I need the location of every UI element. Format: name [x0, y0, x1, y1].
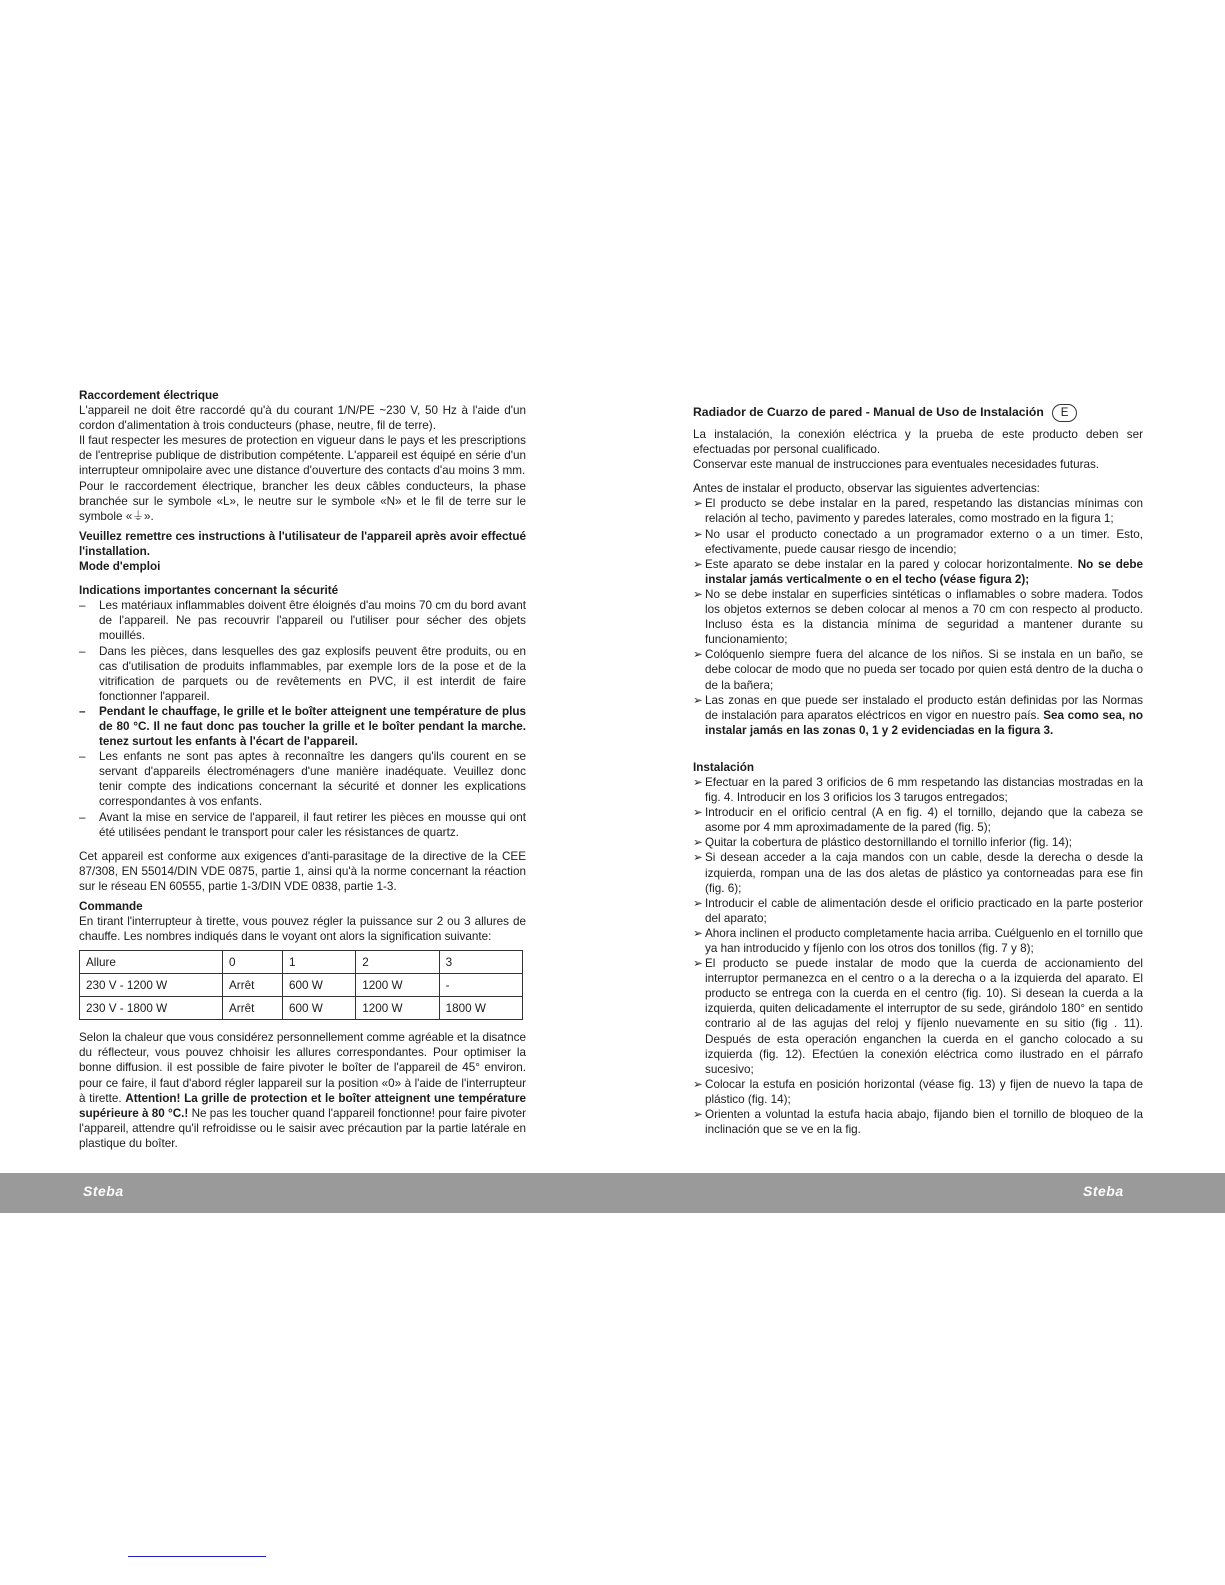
list-item-bold: Sea como sea, no instalar jamás en las zonas 0, 1 y 2 evidenciadas en la figura 3.	[705, 708, 1143, 737]
arrow-bullet-icon: ➢	[693, 851, 703, 865]
arrow-bullet-icon: ➢	[693, 1077, 703, 1091]
arrow-bullet-icon: ➢	[693, 648, 703, 662]
table-header-cell: 3	[439, 951, 522, 974]
table-cell: 1800 W	[439, 997, 522, 1020]
left-page	[79, 388, 526, 1151]
arrow-bullet-icon: ➢	[693, 693, 703, 707]
table-cell: 230 V - 1800 W	[80, 997, 223, 1020]
paragraph: La instalación, la conexión eléctrica y la prueba de este producto deben ser efectuadas por personal cualificado.	[693, 428, 1143, 457]
table-cell: -	[439, 974, 522, 997]
manual-title: Radiador de Cuarzo de pared - Manual de Uso de Instalación	[693, 405, 1044, 420]
list-item-text: Ahora inclinen el producto completamente hacia arriba. Cuélguenlo en el tornillo que ya han introducido y fíjenlo con los otros dos tonillos (fig. 7 y 8);	[705, 926, 1143, 955]
list-item	[693, 587, 1143, 647]
list-item	[693, 850, 1143, 895]
paragraph-conformity: Cet appareil est conforme aux exigences d'anti-parasitage de la directive de la CEE 87/308, EN 55014/DIN VDE 0875, partie 1, ainsi qu'à la norme concernant la réaction sur le réseau EN 60555, partie 1-3/DIN VDE 0838, partie 1-3.	[79, 849, 526, 893]
table-header-cell: 0	[223, 951, 283, 974]
table-cell: Arrêt	[223, 997, 283, 1020]
list-item	[693, 805, 1143, 835]
list-item-text: Orienten a voluntad la estufa hacia abajo, fijando bien el tornillo de bloqueo de la inclinación que se ve en la fig.	[705, 1108, 1143, 1137]
list-item	[693, 926, 1143, 956]
list-item	[693, 835, 1143, 850]
list-item-text: Quitar la cobertura de plástico destornillando el tornillo inferior (fig. 14);	[705, 836, 1073, 850]
table-header-cell: 2	[356, 951, 439, 974]
section-title-raccordement: Raccordement électrique	[79, 389, 219, 402]
section-title-safety: Indications importantes concernant la sécurité	[79, 584, 339, 598]
arrow-bullet-icon: ➢	[693, 1108, 703, 1122]
paragraph: Antes de instalar el producto, observar las siguientes advertencias:	[693, 482, 1040, 496]
language-badge: E	[1052, 404, 1078, 422]
arrow-bullet-icon: ➢	[693, 497, 703, 511]
list-item-text: Efectuar en la pared 3 orificios de 6 mm respetando las distancias mostradas en la fig. 4. Introducir en los 3 orificios los 3 tarugos entregados;	[705, 775, 1143, 805]
list-item	[693, 896, 1143, 926]
list-item-bold: No se debe instalar jamás verticalmente o en el techo (véase figura 2);	[705, 557, 1143, 586]
install-steps-list	[693, 775, 1143, 1137]
arrow-bullet-icon: ➢	[693, 896, 703, 910]
list-item-text: Introducir el cable de alimentación desde el orificio practicado en la parte posterior del aparato;	[705, 896, 1143, 925]
list-item-text: No se debe instalar en superficies sintéticas o inflamables o sobre madera. Todos los objetos externos se deben colocar al menos a 70 cm con respecto al producto. Incluso ésta es la distancia mínima de seguridad a mantener durante su funcionamiento;	[705, 587, 1143, 647]
steba-logo-right: Steba	[1083, 1183, 1124, 1199]
paragraph: Il faut respecter les mesures de protection en vigueur dans le pays et les prescriptions de l'entreprise publique de distribution compétente. L'appareil est équipé en série d'un interrupteur omnipolaire avec une distance d'ouverture des contacts d'au moins 3 mm.	[79, 434, 526, 478]
list-item-text: No usar el producto conectado a un programador externo o a un timer. Esto, efectivamente, puede causar riesgo de incendio;	[705, 527, 1143, 556]
arrow-bullet-icon: ➢	[693, 587, 703, 601]
right-page	[693, 404, 1143, 1137]
table-row	[80, 974, 523, 997]
arrow-bullet-icon: ➢	[693, 836, 703, 850]
list-item-text: Este aparato se debe instalar en la pared y colocar horizontalmente.	[705, 557, 1078, 571]
paragraph: En tirant l'interrupteur à tirette, vous pouvez régler la puissance sur 2 ou 3 allures de chauffe. Les nombres indiqués dans le voyant ont alors la signification suivante:	[79, 915, 526, 944]
paragraph: Pour le raccordement électrique, brancher les deux câbles conducteurs, la phase branchée sur le symbole «L», le neutre sur le symbole «N» et le fil de terre sur le symbole «⏚».	[79, 479, 526, 523]
list-item: – Les enfants ne sont pas aptes à reconnaître les dangers qu'ils courent en se servant d'appareils électroménagers d'une manière inadéquate. Veuillez donc tenir compte des indications concernant la sécurité et donner les explications correspondantes à vos enfants.	[79, 749, 526, 809]
section-title-commande: Commande	[79, 900, 143, 913]
arrow-bullet-icon: ➢	[693, 806, 703, 820]
paragraph: Conservar este manual de instrucciones para eventuales necesidades futuras.	[693, 458, 1100, 472]
list-item: – Pendant le chauffage, le grille et le boîter atteignent une température de plus de 80 °C. Il ne faut donc pas toucher la grille et le boîter pendant la marche. tenez surtout les enfants à l'écart de l'appareil.	[79, 704, 526, 749]
list-item	[693, 647, 1143, 692]
arrow-bullet-icon: ➢	[693, 775, 703, 789]
safety-list	[79, 598, 526, 840]
table-cell: 1200 W	[356, 974, 439, 997]
arrow-bullet-icon: ➢	[693, 557, 703, 571]
text-span: Ne pas les toucher quand l'appareil fonctionne! pour faire pivoter l'appareil, attendre qu'il refroidisse ou le saisir avec précaution par la partie latérale en plastique du boîter.	[79, 1106, 527, 1150]
manual-title-row	[693, 404, 1143, 422]
list-item	[693, 775, 1143, 805]
warning-text: Attention! La grille de protection et le boîter atteignent une température supérieure à 80 °C.!	[79, 1091, 526, 1120]
list-item	[693, 1107, 1143, 1137]
list-item-text: El producto se debe instalar en la pared, respetando las distancias mínimas con relación al techo, pavimento y paredes laterales, como mostrado en la figura 1;	[705, 497, 1143, 526]
arrow-bullet-icon: ➢	[693, 957, 703, 971]
list-item-text: Introducir en el orificio central (A en fig. 4) el tornillo, dejando que la cabeza se asome por 4 mm aproximadamente de la pared (fig. 5);	[705, 806, 1143, 835]
list-item	[693, 1077, 1143, 1107]
paragraph-final	[79, 1030, 526, 1151]
paragraph: L'appareil ne doit être raccordé qu'à du courant 1/N/PE ~230 V, 50 Hz à l'aide d'un cordon d'alimentation à trois conducteurs (phase, neutre, fil de terre).	[79, 404, 526, 433]
list-item	[693, 557, 1143, 587]
list-item: – Les matériaux inflammables doivent être éloignés d'au moins 70 cm du bord avant de l'appareil. Ne pas recouvrir l'appareil ou l'utiliser pour sécher des objets mouillés.	[79, 598, 526, 643]
table-cell: 600 W	[282, 997, 355, 1020]
footer-bar	[0, 1173, 1225, 1213]
table-header-cell: Allure	[80, 951, 223, 974]
list-item-text: Colocar la estufa en posición horizontal (véase fig. 13) y fijen de nuevo la tapa de plástico (fig. 14);	[705, 1077, 1143, 1106]
arrow-bullet-icon: ➢	[693, 926, 703, 940]
arrow-bullet-icon: ➢	[693, 527, 703, 541]
table-cell: Arrêt	[223, 974, 283, 997]
table-cell: 1200 W	[356, 997, 439, 1020]
section-title-mode: Mode d'emploi	[79, 560, 161, 574]
list-item-text: Las zonas en que puede ser instalado el producto están definidas por las Normas de instalación para aparatos eléctricos en vigor en nuestro país.	[705, 693, 1143, 722]
list-item-text: El producto se puede instalar de modo que la cuerda de accionamiento del interruptor permanezca en el centro o a la derecha o a la izquierda del aparato. El producto se entrega con la cuerda en el centro (fig. 10). Si desean la cuerda a la izquierda, quiten delicadamente el interruptor de su sede, girándolo 180° en sentido contrario al de las agujas del reloj y fíjenlo nuevamente en su sitio (fig . 11). Después de esta operación enganchen la cuerda en el gancho colocado a su izquierda (fig. 12). Efectúen la conexión eléctrica como ilustrado en el párrafo sucesivo;	[705, 957, 1143, 1076]
list-item	[693, 956, 1143, 1077]
list-item-text: Colóquenlo siempre fuera del alcance de los niños. Si se instala en un baño, se debe colocar de modo que no pueda ser tocado por quien está dentro de la ducha o de la bañera;	[705, 648, 1143, 692]
bold-note: Veuillez remettre ces instructions à l'utilisateur de l'appareil après avoir effectué l'installation.	[79, 529, 526, 558]
text-span: Selon la chaleur que vous considérez personnellement comme agréable et la disatnce du réflecteur, vous pouvez chhoisir les allures correspondantes. Pour optimiser la bonne diffusion. il est possible de faire pivoter le boîter de l'appareil de 45° environ. pour ce faire, il faut d'abord régler lappareil sur la position «0» à l'aide de l'interrupteur à tirette.	[79, 1031, 526, 1105]
section-title-instalacion: Instalación	[693, 760, 755, 774]
table-row	[80, 997, 523, 1020]
list-item: – Dans les pièces, dans lesquelles des gaz explosifs peuvent être produits, ou en cas d'utilisation de produits inflammables, par exemple lors de la pose et de la vitrification de parquets ou de revêtements en PVC, il est interdit de faire fonctionner l'appareil.	[79, 644, 526, 704]
list-item: – Avant la mise en service de l'appareil, il faut retirer les pièces en mousse qui ont été utilisées pendant le transport pour caler les résistances de quartz.	[79, 810, 526, 840]
table-header-cell: 1	[282, 951, 355, 974]
power-settings-table	[79, 950, 523, 1020]
warnings-list	[693, 496, 1143, 738]
list-item	[693, 496, 1143, 526]
list-item	[693, 693, 1143, 738]
table-cell: 230 V - 1200 W	[80, 974, 223, 997]
table-cell: 600 W	[282, 974, 355, 997]
hyperlink-underline	[128, 1556, 266, 1557]
table-header-row	[80, 951, 523, 974]
list-item-text: Si desean acceder a la caja mandos con un cable, desde la derecha o desde la izquierda, rompan una de las dos aletas de plástico ya contorneadas para ese fin (fig. 6);	[705, 851, 1143, 895]
list-item	[693, 527, 1143, 557]
steba-logo-left: Steba	[83, 1183, 124, 1199]
